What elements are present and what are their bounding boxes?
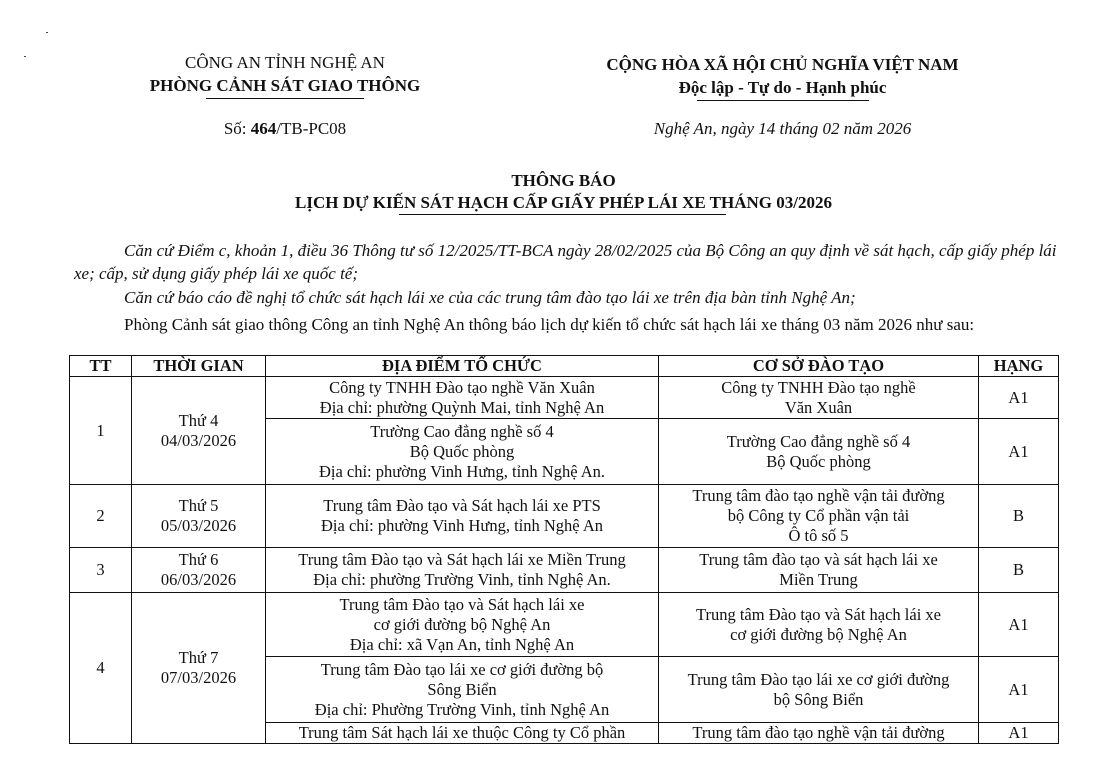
- header-time: THỜI GIAN: [132, 356, 266, 377]
- cell-center: [659, 593, 979, 657]
- cell-class: A1: [979, 419, 1059, 485]
- cell-tt: 3: [70, 548, 132, 593]
- cell-day: Thứ 6: [178, 550, 219, 569]
- center-line: cơ giới đường bộ Nghệ An: [730, 624, 907, 644]
- center-line: Trung tâm đào tạo nghề vận tải đường: [692, 486, 945, 505]
- center-line: Công ty TNHH Đào tạo nghề: [721, 377, 916, 397]
- legal-basis-2: Căn cứ báo cáo đề nghị tổ chức sát hạch lái xe của các trung tâm đào tạo lái xe trên địa bàn tỉnh Nghệ An;: [124, 288, 856, 307]
- cell-date: 04/03/2026: [160, 430, 237, 450]
- location-line: Trung tâm Đào tạo và Sát hạch lái xe PTS: [323, 496, 601, 515]
- table-row: [70, 548, 1059, 593]
- cell-time: [132, 593, 266, 744]
- cell-tt: 4: [70, 593, 132, 744]
- scan-speck: [46, 32, 48, 33]
- location-line: cơ giới đường bộ Nghệ An: [373, 614, 551, 634]
- cell-class: A1: [979, 657, 1059, 723]
- cell-center: [659, 485, 979, 548]
- cell-class: B: [979, 548, 1059, 593]
- location-line: Địa chỉ: phường Vinh Hưng, tỉnh Nghệ An.: [318, 461, 606, 481]
- doc-number-prefix: Số:: [223, 119, 251, 138]
- center-line: Trung tâm đào tạo nghề vận tải đường: [692, 723, 945, 742]
- center-line: Ô tô số 5: [788, 526, 849, 545]
- doc-number-suffix: /TB-PC08: [276, 119, 347, 138]
- center-line: Trung tâm đào tạo và sát hạch lái xe: [699, 550, 938, 569]
- schedule-table: [69, 355, 1059, 744]
- cell-tt: 2: [70, 485, 132, 548]
- cell-time: [132, 377, 266, 485]
- location-line: Trung tâm Sát hạch lái xe thuộc Công ty Cổ phần: [298, 723, 626, 742]
- center-line: Trường Cao đẳng nghề số 4: [726, 431, 911, 451]
- center-line: Trung tâm Đào tạo và Sát hạch lái xe: [695, 604, 941, 624]
- header-class: HẠNG: [979, 356, 1059, 377]
- cell-center: [659, 657, 979, 723]
- location-line: Sông Biển: [427, 679, 497, 699]
- header-training-center: CƠ SỞ ĐÀO TẠO: [659, 356, 979, 377]
- cell-tt: 1: [70, 377, 132, 485]
- cell-location: [266, 548, 659, 593]
- scan-speck: [24, 56, 26, 57]
- location-line: Địa chỉ: phường Vinh Hưng, tỉnh Nghệ An: [321, 516, 603, 535]
- cell-location: [266, 657, 659, 723]
- center-line: Bộ Quốc phòng: [766, 451, 871, 471]
- cell-class: A1: [979, 377, 1059, 419]
- location-line: Trung tâm Đào tạo lái xe cơ giới đường bộ: [320, 659, 604, 679]
- table-header-row: [70, 356, 1059, 377]
- cell-time: [132, 548, 266, 593]
- table-row: [70, 593, 1059, 657]
- cell-center: [659, 723, 979, 744]
- place-date: Nghệ An, ngày 14 tháng 02 năm 2026: [653, 119, 912, 138]
- cell-day: Thứ 4: [178, 410, 219, 430]
- location-line: Địa chỉ: phường Trường Vinh, tỉnh Nghệ An.: [313, 570, 611, 589]
- center-line: Văn Xuân: [784, 397, 853, 417]
- cell-center: [659, 377, 979, 419]
- cell-time: [132, 485, 266, 548]
- doc-number-value: 464: [250, 119, 277, 138]
- cell-day: Thứ 5: [178, 496, 219, 515]
- location-line: Trung tâm Đào tạo và Sát hạch lái xe Miền Trung: [298, 550, 626, 569]
- nation-name: CỘNG HÒA XÃ HỘI CHỦ NGHĨA VIỆT NAM: [606, 55, 959, 74]
- location-line: Bộ Quốc phòng: [409, 441, 515, 461]
- header-tt: TT: [70, 356, 132, 377]
- cell-class: B: [979, 485, 1059, 548]
- location-line: Trường Cao đẳng nghề số 4: [370, 421, 554, 441]
- cell-day: Thứ 7: [178, 648, 219, 667]
- location-line: Công ty TNHH Đào tạo nghề Văn Xuân: [329, 377, 595, 397]
- center-line: Miền Trung: [779, 570, 858, 589]
- center-line: Trung tâm Đào tạo lái xe cơ giới đường: [687, 669, 950, 689]
- header-location: ĐỊA ĐIỂM TỔ CHỨC: [266, 356, 659, 377]
- motto-underline: [697, 100, 869, 101]
- cell-location: [266, 593, 659, 657]
- agency-name: PHÒNG CẢNH SÁT GIAO THÔNG: [149, 76, 421, 95]
- center-line: bộ Công ty Cổ phần vận tải: [727, 506, 910, 525]
- cell-location: [266, 485, 659, 548]
- cell-location: [266, 377, 659, 419]
- cell-location: [266, 419, 659, 485]
- doc-subtitle: LỊCH DỰ KIẾN SÁT HẠCH CẤP GIẤY PHÉP LÁI XE THÁNG 03/2026: [295, 193, 832, 212]
- cell-location: [266, 723, 659, 744]
- legal-basis-1: Căn cứ Điểm c, khoản 1, điều 36 Thông tư số 12/2025/TT-BCA ngày 28/02/2025 của Bộ Công an quy định về sát hạch, cấp giấy phép lái xe; cấp, sử dụng giấy phép lái xe quốc tế;: [74, 241, 1057, 283]
- title-underline: [399, 214, 726, 215]
- doc-number: [120, 118, 450, 140]
- cell-date: 06/03/2026: [160, 570, 237, 589]
- cell-center: [659, 548, 979, 593]
- location-line: Địa chỉ: Phường Trường Vinh, tỉnh Nghệ An: [314, 699, 610, 719]
- location-line: Địa chỉ: phường Quỳnh Mai, tỉnh Nghệ An: [319, 397, 605, 417]
- cell-date: 05/03/2026: [160, 516, 237, 535]
- cell-center: [659, 419, 979, 485]
- doc-title: THÔNG BÁO: [511, 171, 616, 190]
- agency-underline: [206, 98, 364, 99]
- table-row: [70, 377, 1059, 419]
- location-line: Địa chỉ: xã Vạn An, tỉnh Nghệ An: [349, 634, 575, 654]
- center-line: bộ Sông Biển: [773, 689, 864, 709]
- cell-date: 07/03/2026: [160, 668, 237, 687]
- location-line: Trung tâm Đào tạo và Sát hạch lái xe: [339, 594, 585, 614]
- motto: Độc lập - Tự do - Hạnh phúc: [678, 78, 887, 97]
- cell-class: A1: [979, 723, 1059, 744]
- cell-class: A1: [979, 593, 1059, 657]
- agency-parent: CÔNG AN TỈNH NGHỆ AN: [185, 53, 385, 72]
- announcement-intro: Phòng Cảnh sát giao thông Công an tỉnh Nghệ An thông báo lịch dự kiến tổ chức sát hạch lái xe tháng 03 năm 2026 như sau:: [124, 315, 975, 334]
- table-row: [70, 485, 1059, 548]
